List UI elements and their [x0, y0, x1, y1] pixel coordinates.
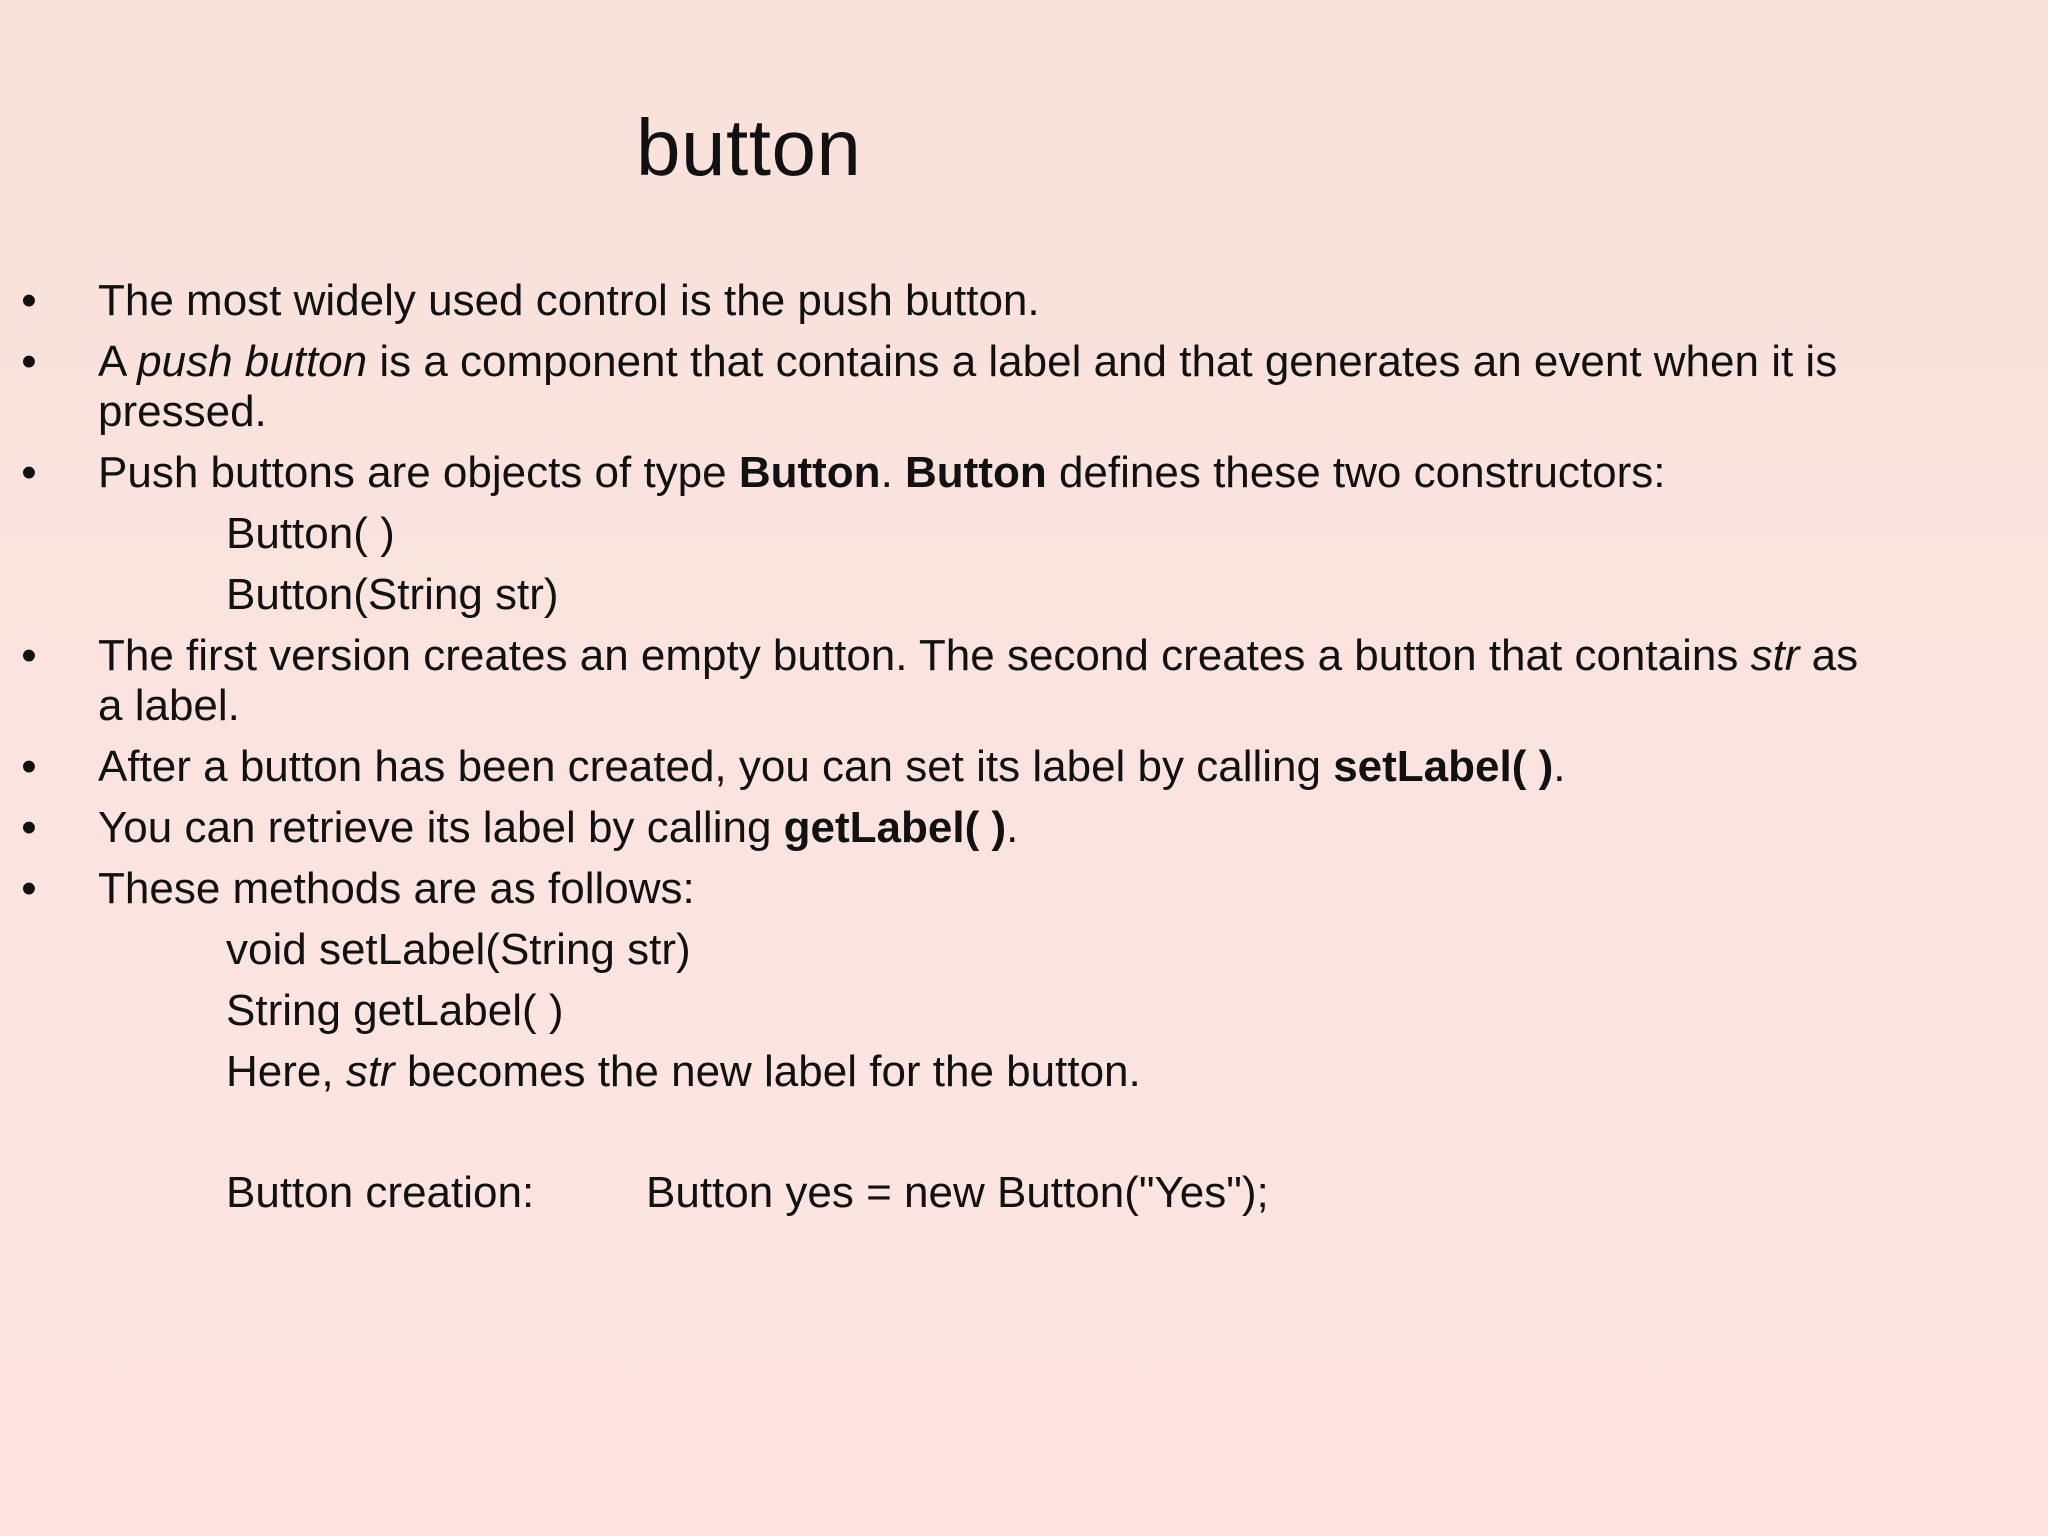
bullet-dot-icon: • — [21, 631, 37, 680]
bullet-text-prefix: The first version creates an empty button. The second creates a button that contains — [98, 631, 1751, 680]
note-prefix: Here, — [226, 1047, 346, 1096]
spacer — [18, 1108, 1868, 1168]
bullet-text-mid: . — [880, 448, 906, 497]
bullet-dot-icon: • — [21, 864, 37, 913]
bullet-item — [18, 631, 1868, 731]
constructor-line: Button(String str) — [226, 570, 559, 619]
method-line: void setLabel(String str) — [226, 925, 691, 974]
bullet-dot-icon: • — [21, 276, 37, 325]
bullet-item — [18, 742, 1868, 792]
constructor-line: Button( ) — [226, 509, 395, 558]
bullet-dot-icon: • — [21, 803, 37, 852]
bullet-text-bold: setLabel( ) — [1333, 742, 1554, 791]
bullet-item — [18, 864, 1868, 914]
button-creation-label: Button creation: — [226, 1168, 535, 1217]
method-line: String getLabel( ) — [226, 986, 564, 1035]
bullet-item — [18, 276, 1868, 326]
bullet-dot-icon: • — [21, 742, 37, 791]
bullet-text-bold: getLabel( ) — [783, 803, 1007, 852]
bullet-text-prefix: After a button has been created, you can set its label by calling — [98, 742, 1334, 791]
note-line — [18, 1047, 1868, 1097]
bullet-text-suffix: . — [1553, 742, 1566, 791]
bullet-item — [18, 803, 1868, 853]
note-suffix: becomes the new label for the button. — [394, 1047, 1141, 1096]
bullet-text-prefix: A — [98, 337, 138, 386]
bullet-text-suffix: . — [1006, 803, 1019, 852]
bullet-text-prefix: Push buttons are objects of type — [98, 448, 739, 497]
button-creation-row — [18, 1168, 1868, 1218]
bullet-text-suffix: as a label. — [98, 631, 1859, 730]
bullet-text-prefix: You can retrieve its label by calling — [98, 803, 784, 852]
button-creation-code: Button yes = new Button("Yes"); — [646, 1168, 1269, 1217]
slide-title: button — [636, 103, 862, 192]
bullet-text: These methods are as follows: — [98, 864, 695, 913]
bullet-text-suffix: defines these two constructors: — [1046, 448, 1666, 497]
slide-body — [18, 276, 1868, 1218]
bullet-dot-icon: • — [21, 337, 37, 386]
note-italic: str — [345, 1047, 395, 1096]
bullet-text: The most widely used control is the push button. — [98, 276, 1040, 325]
bullet-text-suffix: is a component that contains a label and that generates an event when it is pressed. — [98, 337, 1838, 436]
bullet-dot-icon: • — [21, 448, 37, 497]
bullet-text-italic: str — [1750, 631, 1800, 680]
bullet-item — [18, 448, 1868, 498]
bullet-item — [18, 337, 1868, 437]
bullet-text-italic: push button — [137, 337, 368, 386]
bullet-text-bold: Button — [905, 448, 1047, 497]
bullet-text-bold: Button — [738, 448, 881, 497]
